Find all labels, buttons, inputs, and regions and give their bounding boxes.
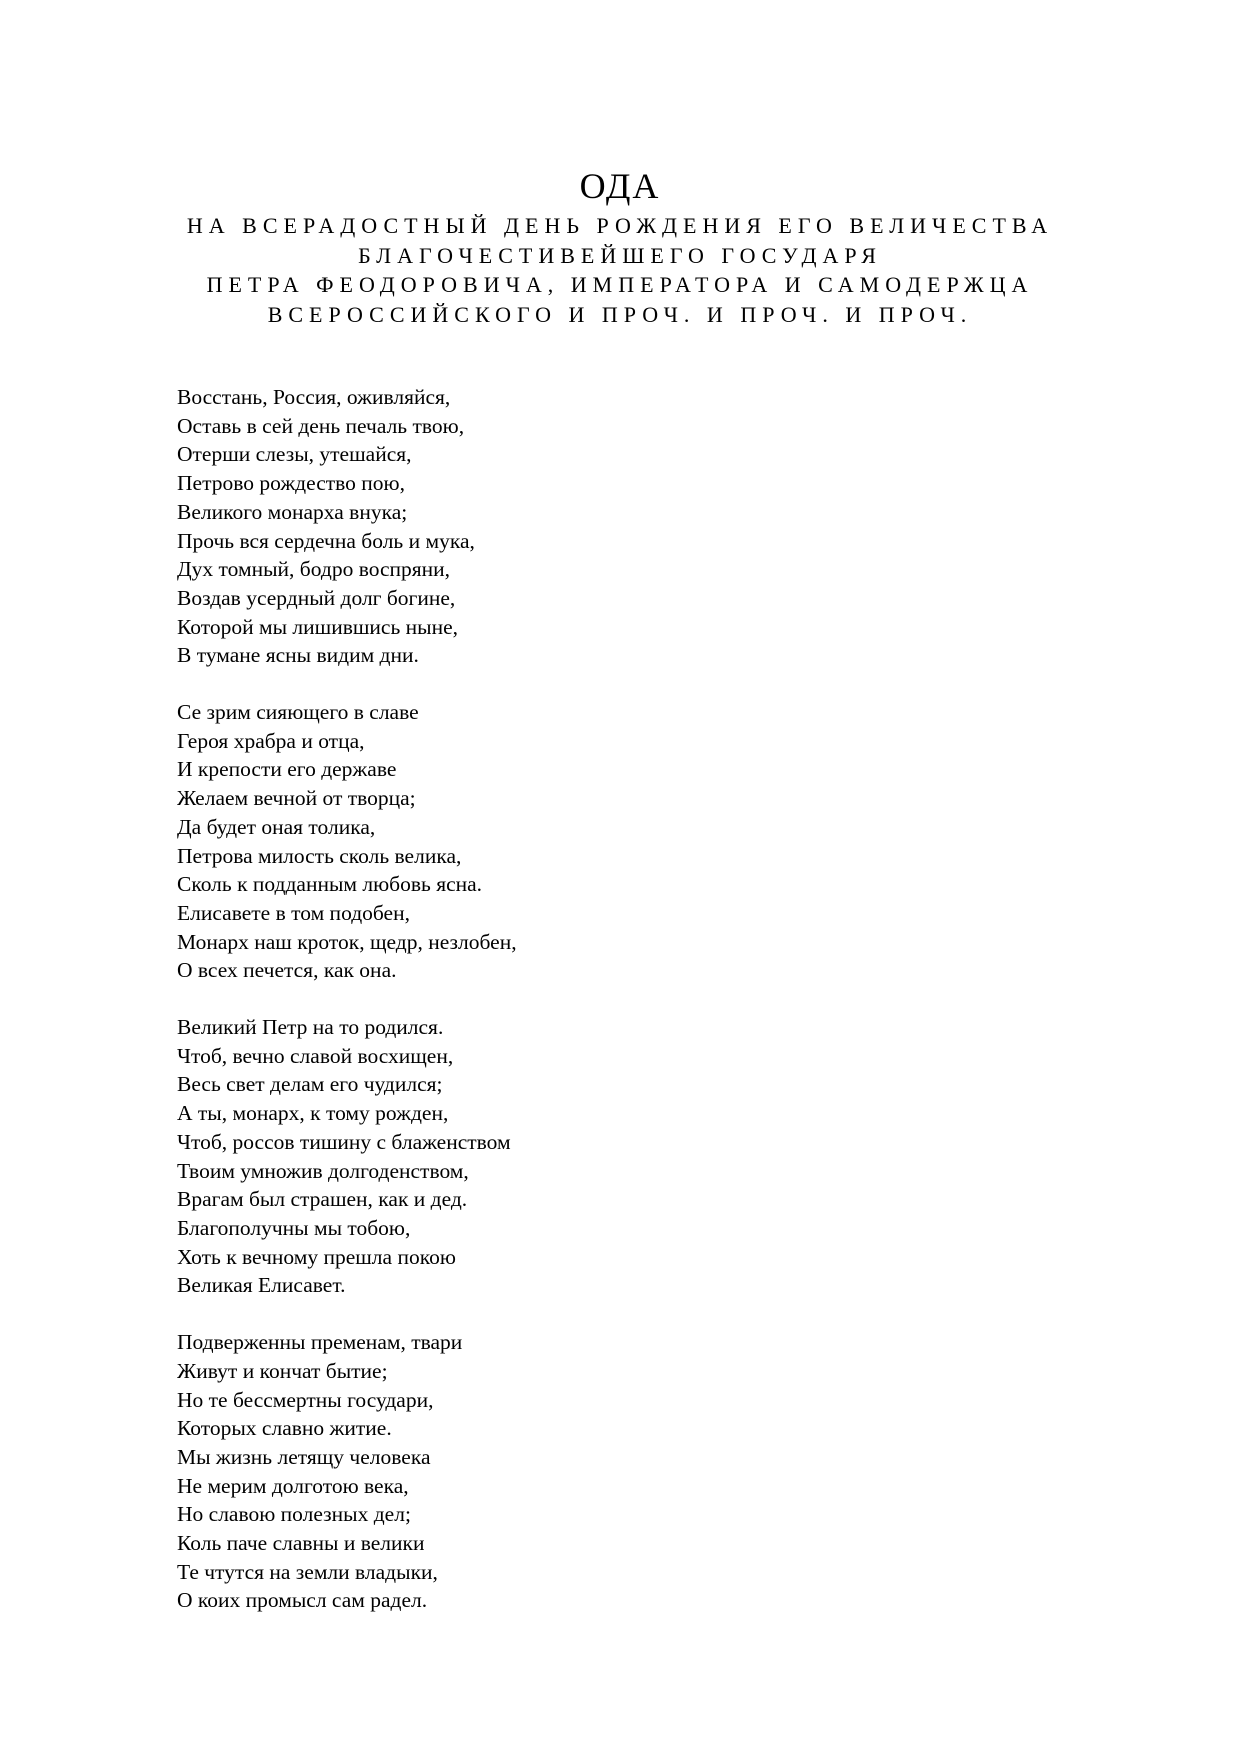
poem-line: Мы жизнь летящу человека — [177, 1444, 431, 1469]
poem-line: Елисавете в том подобен, — [177, 900, 410, 925]
poem-line: Коль паче славны и велики — [177, 1531, 425, 1556]
subtitle-line: БЛАГОЧЕСТИВЕЙШЕГО ГОСУДАРЯ — [358, 242, 882, 268]
stanza-1 — [177, 383, 877, 670]
poem-line: Чтоб, россов тишину с блаженством — [177, 1129, 511, 1154]
poem-line: Великого монарха внука; — [177, 499, 408, 524]
poem-line: Благополучны мы тобою, — [177, 1215, 411, 1240]
poem-line: А ты, монарх, к тому рожден, — [177, 1101, 449, 1126]
poem-line: Подверженны пременам, твари — [177, 1330, 463, 1355]
poem-line: Но те бессмертны государи, — [177, 1387, 434, 1412]
poem-line: Петрово рождество пою, — [177, 471, 405, 496]
poem-line: Желаем вечной от творца; — [177, 786, 416, 811]
poem-line: Прочь вся сердечна боль и мука, — [177, 528, 475, 553]
stanza-2 — [177, 698, 877, 985]
poem-line: Монарх наш кроток, щедр, незлобен, — [177, 929, 517, 954]
poem-line: Не мерим долготою века, — [177, 1473, 409, 1498]
poem-line: Твоим умножив долгоденством, — [177, 1158, 469, 1183]
poem-line: Но славою полезных дел; — [177, 1502, 411, 1527]
poem-line: Чтоб, вечно славой восхищен, — [177, 1043, 454, 1068]
poem-line: Отерши слезы, утешайся, — [177, 442, 412, 467]
poem-line: Которой мы лишившись ныне, — [177, 614, 459, 639]
subtitle-block — [0, 211, 1240, 329]
stanza-3 — [177, 1013, 877, 1300]
poem-line: Весь свет делам его чудился; — [177, 1072, 443, 1097]
poem-line: Петрова милость сколь велика, — [177, 843, 462, 868]
poem-line: Великий Петр на то родился. — [177, 1015, 444, 1040]
poem-line: Героя храбра и отца, — [177, 728, 365, 753]
poem-line: Сколь к подданным любовь ясна. — [177, 872, 483, 897]
page-title: ОДА — [579, 166, 661, 206]
subtitle-line: ПЕТРА ФЕОДОРОВИЧА, ИМПЕРАТОРА И САМОДЕРЖЦА — [206, 272, 1034, 297]
poem-line: В тумане ясны видим дни. — [177, 643, 419, 668]
poem-line: Хоть к вечному прешла покою — [177, 1244, 456, 1269]
poem-line: О всех печется, как она. — [177, 958, 397, 983]
poem-line: Оставь в сей день печаль твою, — [177, 413, 465, 438]
poem-line: Врагам был страшен, как и дед. — [177, 1187, 468, 1212]
poem-line: Живут и кончат бытие; — [177, 1358, 388, 1383]
poem-line: Да будет оная толика, — [177, 814, 376, 839]
poem-line: Те чтутся на земли владыки, — [177, 1559, 438, 1584]
subtitle-line: ВСЕРОССИЙСКОГО И ПРОЧ. И ПРОЧ. И ПРОЧ. — [267, 301, 973, 327]
poem-body — [177, 383, 877, 1643]
poem-line: Восстань, Россия, оживляйся, — [177, 385, 451, 409]
poem-line: Великая Елисавет. — [177, 1273, 346, 1298]
subtitle-line: НА ВСЕРАДОСТНЫЙ ДЕНЬ РОЖДЕНИЯ ЕГО ВЕЛИЧЕСТВА — [186, 213, 1054, 238]
poem-line: Се зрим сияющего в славе — [177, 700, 419, 725]
poem-line: Которых славно житие. — [177, 1416, 392, 1441]
poem-line: Воздав усердный долг богине, — [177, 585, 456, 610]
stanza-4 — [177, 1328, 877, 1615]
poem-line: О коих промысл сам радел. — [177, 1588, 428, 1613]
poem-line: И крепости его державе — [177, 757, 397, 782]
poem-line: Дух томный, бодро воспряни, — [177, 557, 451, 582]
